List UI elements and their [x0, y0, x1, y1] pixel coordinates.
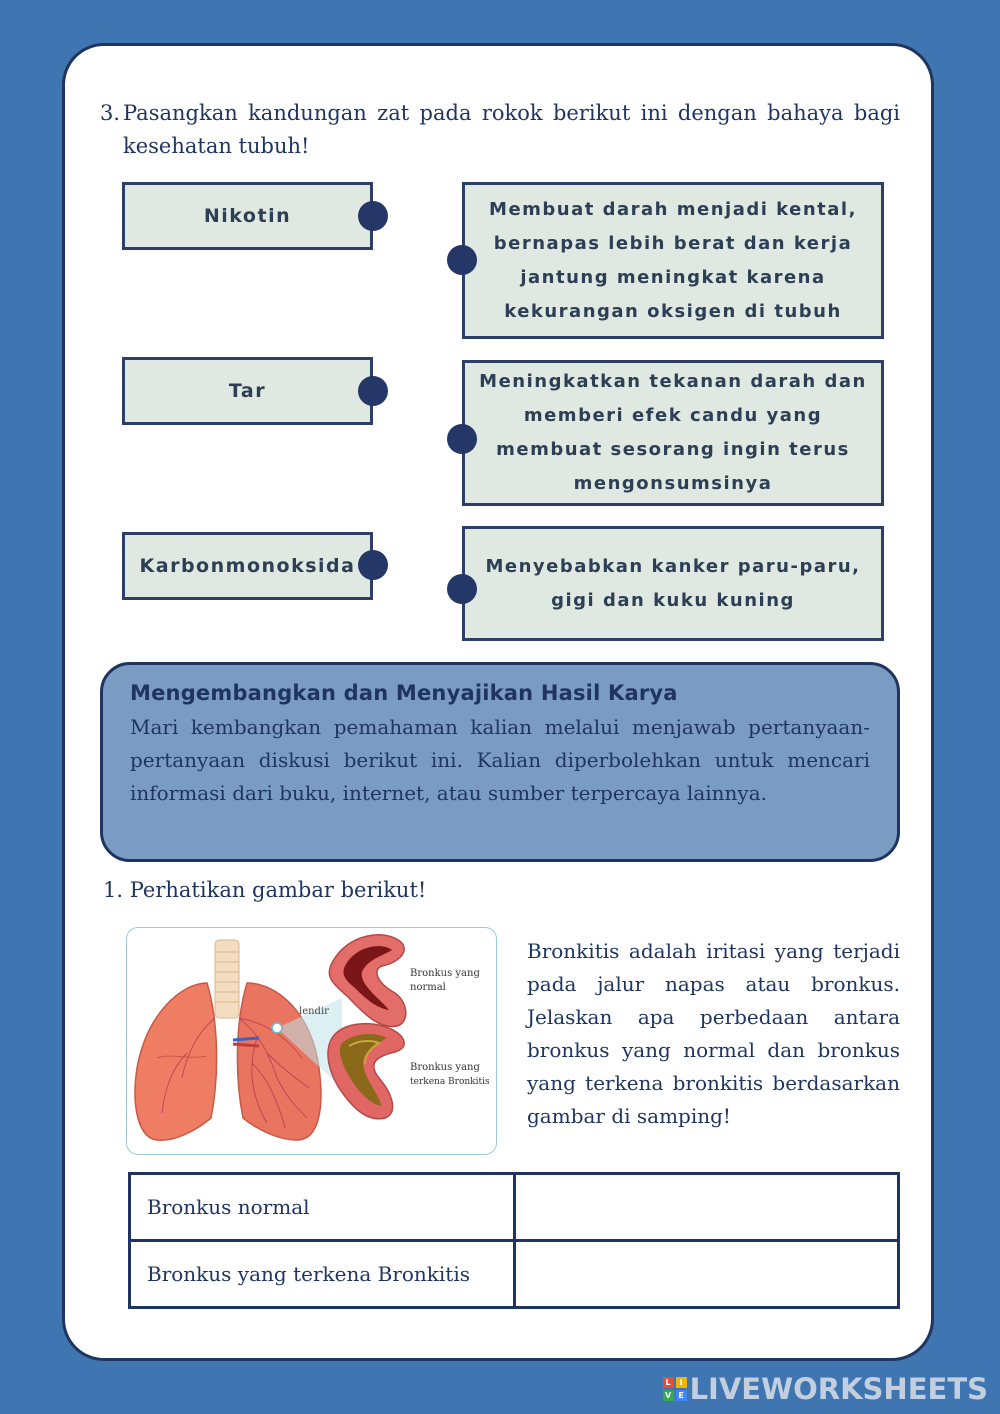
match-left-label: Tar [228, 380, 267, 402]
normal-label-line2: normal [410, 982, 446, 993]
match-right-1 [462, 182, 884, 339]
answer-table [128, 1172, 900, 1309]
answer-cell [515, 1241, 899, 1308]
match-left-nikotin [122, 182, 373, 250]
match-left-label: Karbonmonoksida [139, 555, 356, 577]
liveworksheets-brand[interactable] [663, 1372, 988, 1406]
match-dot-right-3[interactable] [447, 574, 477, 604]
match-dot-left-3[interactable] [358, 550, 388, 580]
question-3-text: Pasangkan kandungan zat pada rokok berikut ini dengan bahaya bagi kesehatan tubuh! [123, 101, 900, 158]
answer-input-bronchitis[interactable] [516, 1242, 897, 1306]
match-right-text: Menyebabkan kanker paru-paru, gigi dan kuku kuning [485, 555, 861, 611]
question-1-text: Perhatikan gambar berikut! [129, 878, 427, 902]
match-left-karbonmonoksida [122, 532, 373, 600]
row-label: Bronkus normal [130, 1174, 515, 1241]
bronchus-illustration [126, 927, 497, 1155]
bronchitis-label-line1: Bronkus yang [410, 1062, 480, 1073]
match-dot-left-2[interactable] [358, 376, 388, 406]
logo-letter: L [663, 1377, 674, 1388]
question-1 [103, 878, 426, 902]
liveworksheets-logo-icon [663, 1377, 687, 1401]
logo-letter: I [676, 1377, 687, 1388]
match-right-text: Membuat darah menjadi kental, bernapas lebih berat dan kerja jantung meningkat karena kekurangan oksigen di tubuh [489, 198, 857, 322]
question-3-number: 3. [100, 101, 121, 125]
normal-label-line1: Bronkus yang [410, 968, 480, 979]
match-dot-left-1[interactable] [358, 201, 388, 231]
brand-name: LIVEWORKSHEETS [689, 1372, 988, 1406]
table-row [130, 1174, 899, 1241]
row-label: Bronkus yang terkena Bronkitis [130, 1241, 515, 1308]
bronchitis-description: Bronkitis adalah iritasi yang terjadi pada jalur napas atau bronkus. Jelaskan apa perbedaan antara bronkus yang normal dan bronkus yang terkena bronkitis berdasarkan gambar di samping! [527, 939, 900, 1128]
logo-letter: E [676, 1390, 687, 1401]
left-lung [135, 983, 217, 1140]
question-1-number: 1. [103, 878, 124, 902]
bronchitis-label-line2: terkena Bronkitis [410, 1077, 490, 1087]
answer-input-normal[interactable] [516, 1175, 897, 1239]
match-left-label: Nikotin [203, 205, 292, 227]
logo-letter: V [663, 1390, 674, 1401]
section-title: Mengembangkan dan Menyajikan Hasil Karya [130, 681, 678, 705]
answer-cell [515, 1174, 899, 1241]
section-body: Mari kembangkan pemahaman kalian melalui menjawab pertanyaan-pertanyaan diskusi berikut ini. Kalian diperbolehkan untuk mencari informasi dari buku, internet, atau sumber terpercaya lainnya. [130, 715, 870, 805]
mucus-label: lendir [299, 1006, 329, 1017]
table-row [130, 1241, 899, 1308]
match-right-text: Meningkatkan tekanan darah dan memberi efek candu yang membuat sesorang ingin terus mengonsumsinya [479, 371, 867, 494]
lung-diagram [127, 928, 495, 1153]
match-left-tar [122, 357, 373, 425]
match-dot-right-1[interactable] [447, 245, 477, 275]
match-dot-right-2[interactable] [447, 424, 477, 454]
question-3 [100, 97, 900, 163]
section-box [100, 662, 900, 862]
match-right-3 [462, 526, 884, 641]
match-right-2 [462, 360, 884, 506]
